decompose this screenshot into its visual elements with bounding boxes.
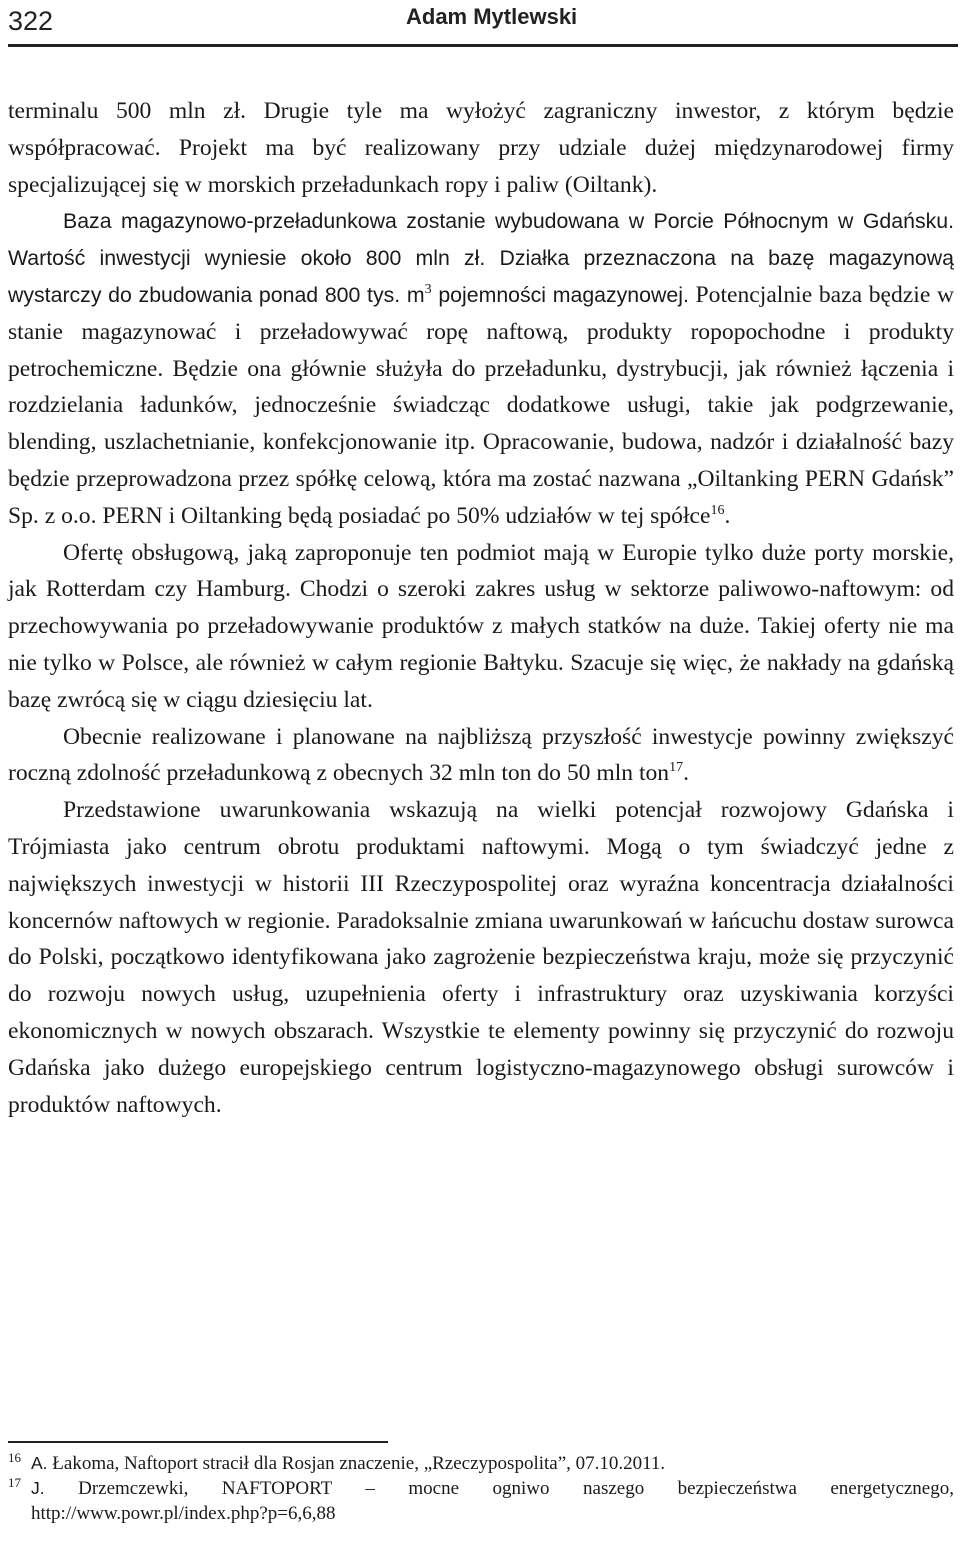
- footnote-number: 17: [8, 1475, 21, 1490]
- paragraph-2-period: .: [724, 502, 731, 529]
- footnote-text: Łakoma, Naftoport stracił dla Rosjan znaczenie, „Rzeczypospolita”, 07.10.2011.: [47, 1453, 666, 1474]
- running-header: [8, 0, 958, 47]
- paragraph-2-sans-text: Baza magazynowo-przeładunkowa zostanie wybudowana w Porcie Północnym w Gdańsku. Wartość inwestycji wyniesie około 800 mln zł. Działka przeznaczona na bazę magazynową wystarczy do zbudowania ponad 800 tys. m: [8, 209, 954, 307]
- paragraph-4: [8, 719, 954, 793]
- footnotes: [8, 1451, 954, 1526]
- footnote-ref-17[interactable]: 17: [669, 760, 684, 776]
- paragraph-2-text: Potencjalnie baza będzie w stanie magazynować i przeładowywać ropę naftową, produkty ropopochodne i produkty petrochemiczne. Będzie ona głównie służyła do przeładunku, dystrybucji, jak również łączenia i rozdzielania ładunków, jednocześnie świadcząc dodatkowe usługi, takie jak podgrzewanie, blending, uszlachetnianie, konfekcjonowanie itp. Opracowanie, budowa, nadzór i działalność bazy będzie przeprowadzona przez spółkę celową, która ma zostać nazwana „Oiltanking PERN Gdańsk” Sp. z o.o. PERN i Oiltanking będą posiadać po 50% udziałów w tej spółce: [8, 281, 955, 529]
- page-number: 322: [8, 6, 54, 36]
- paragraph-3: Ofertę obsługową, jaką zaproponuje ten podmiot mają w Europie tylko duże porty morskie, jak Rotterdam czy Hamburg. Chodzi o szeroki zakres usług w sektorze paliwowo-naftowym: od przechowywania po przeładowywanie produktów z małych statków na duże. Takiej oferty nie ma nie tylko w Polsce, ale również w całym regionie Bałtyku. Szacuje się więc, że nakłady na gdańską bazę zwrócą się w ciągu dziesięciu lat.: [8, 539, 954, 713]
- footnote-text: Drzemczewki, NAFTOPORT – mocne ogniwo naszego bezpieczeństwa energetycznego, http://www.powr.pl/index.php?p=6,6,88: [31, 1478, 954, 1524]
- paragraph-2-sans-end: pojemności magazynowej.: [431, 282, 689, 307]
- running-header-author: Adam Mytlewski: [406, 4, 578, 29]
- paragraph-4-period: .: [683, 760, 690, 787]
- footnote-number: 16: [8, 1450, 21, 1465]
- cubic-superscript: 3: [424, 282, 432, 298]
- footnote-17: [8, 1476, 954, 1526]
- footnote-ref-16[interactable]: 16: [710, 502, 725, 518]
- body-text: [8, 93, 954, 1123]
- paragraph-2: [8, 203, 954, 534]
- footnote-separator: [8, 1441, 388, 1443]
- paragraph-5: Przedstawione uwarunkowania wskazują na wielki potencjał rozwojowy Gdańska i Trójmiasta jako centrum obrotu produktami naftowymi. Mogą o tym świadczyć jedne z największych inwestycji w historii III Rzeczypospolitej oraz wyraźna koncentracja działalności koncernów naftowych w regionie. Paradoksalnie zmiana uwarunkowań w łańcuchu dostaw surowca do Polski, początkowo identyfikowana jako zagrożenie bezpieczeństwa kraju, może się przyczynić do rozwoju nowych usług, uzupełnienia oferty i infrastruktury oraz uzyskiwania korzyści ekonomicznych w nowych obszarach. Wszystkie te elementy powinny się przyczynić do rozwoju Gdańska jako dużego europejskiego centrum logistyczno-magazynowego obsługi surowców i produktów naftowych.: [8, 797, 954, 1118]
- paragraph-1: terminalu 500 mln zł. Drugie tyle ma wyłożyć zagraniczny inwestor, z którym będzie współpracować. Projekt ma być realizowany przy udziale dużej międzynarodowej firmy specjalizującej się w morskich przeładunkach ropy i paliw (Oiltank).: [8, 98, 954, 198]
- footnote-author-initial: A.: [31, 1453, 48, 1473]
- footnote-16: [8, 1451, 954, 1476]
- paragraph-4-text: Obecnie realizowane i planowane na najbliższą przyszłość inwestycje powinny zwiększyć roczną zdolność przeładunkową z obecnych 32 mln ton do 50 mln ton: [8, 723, 954, 787]
- footnote-author-initial: J.: [31, 1478, 45, 1498]
